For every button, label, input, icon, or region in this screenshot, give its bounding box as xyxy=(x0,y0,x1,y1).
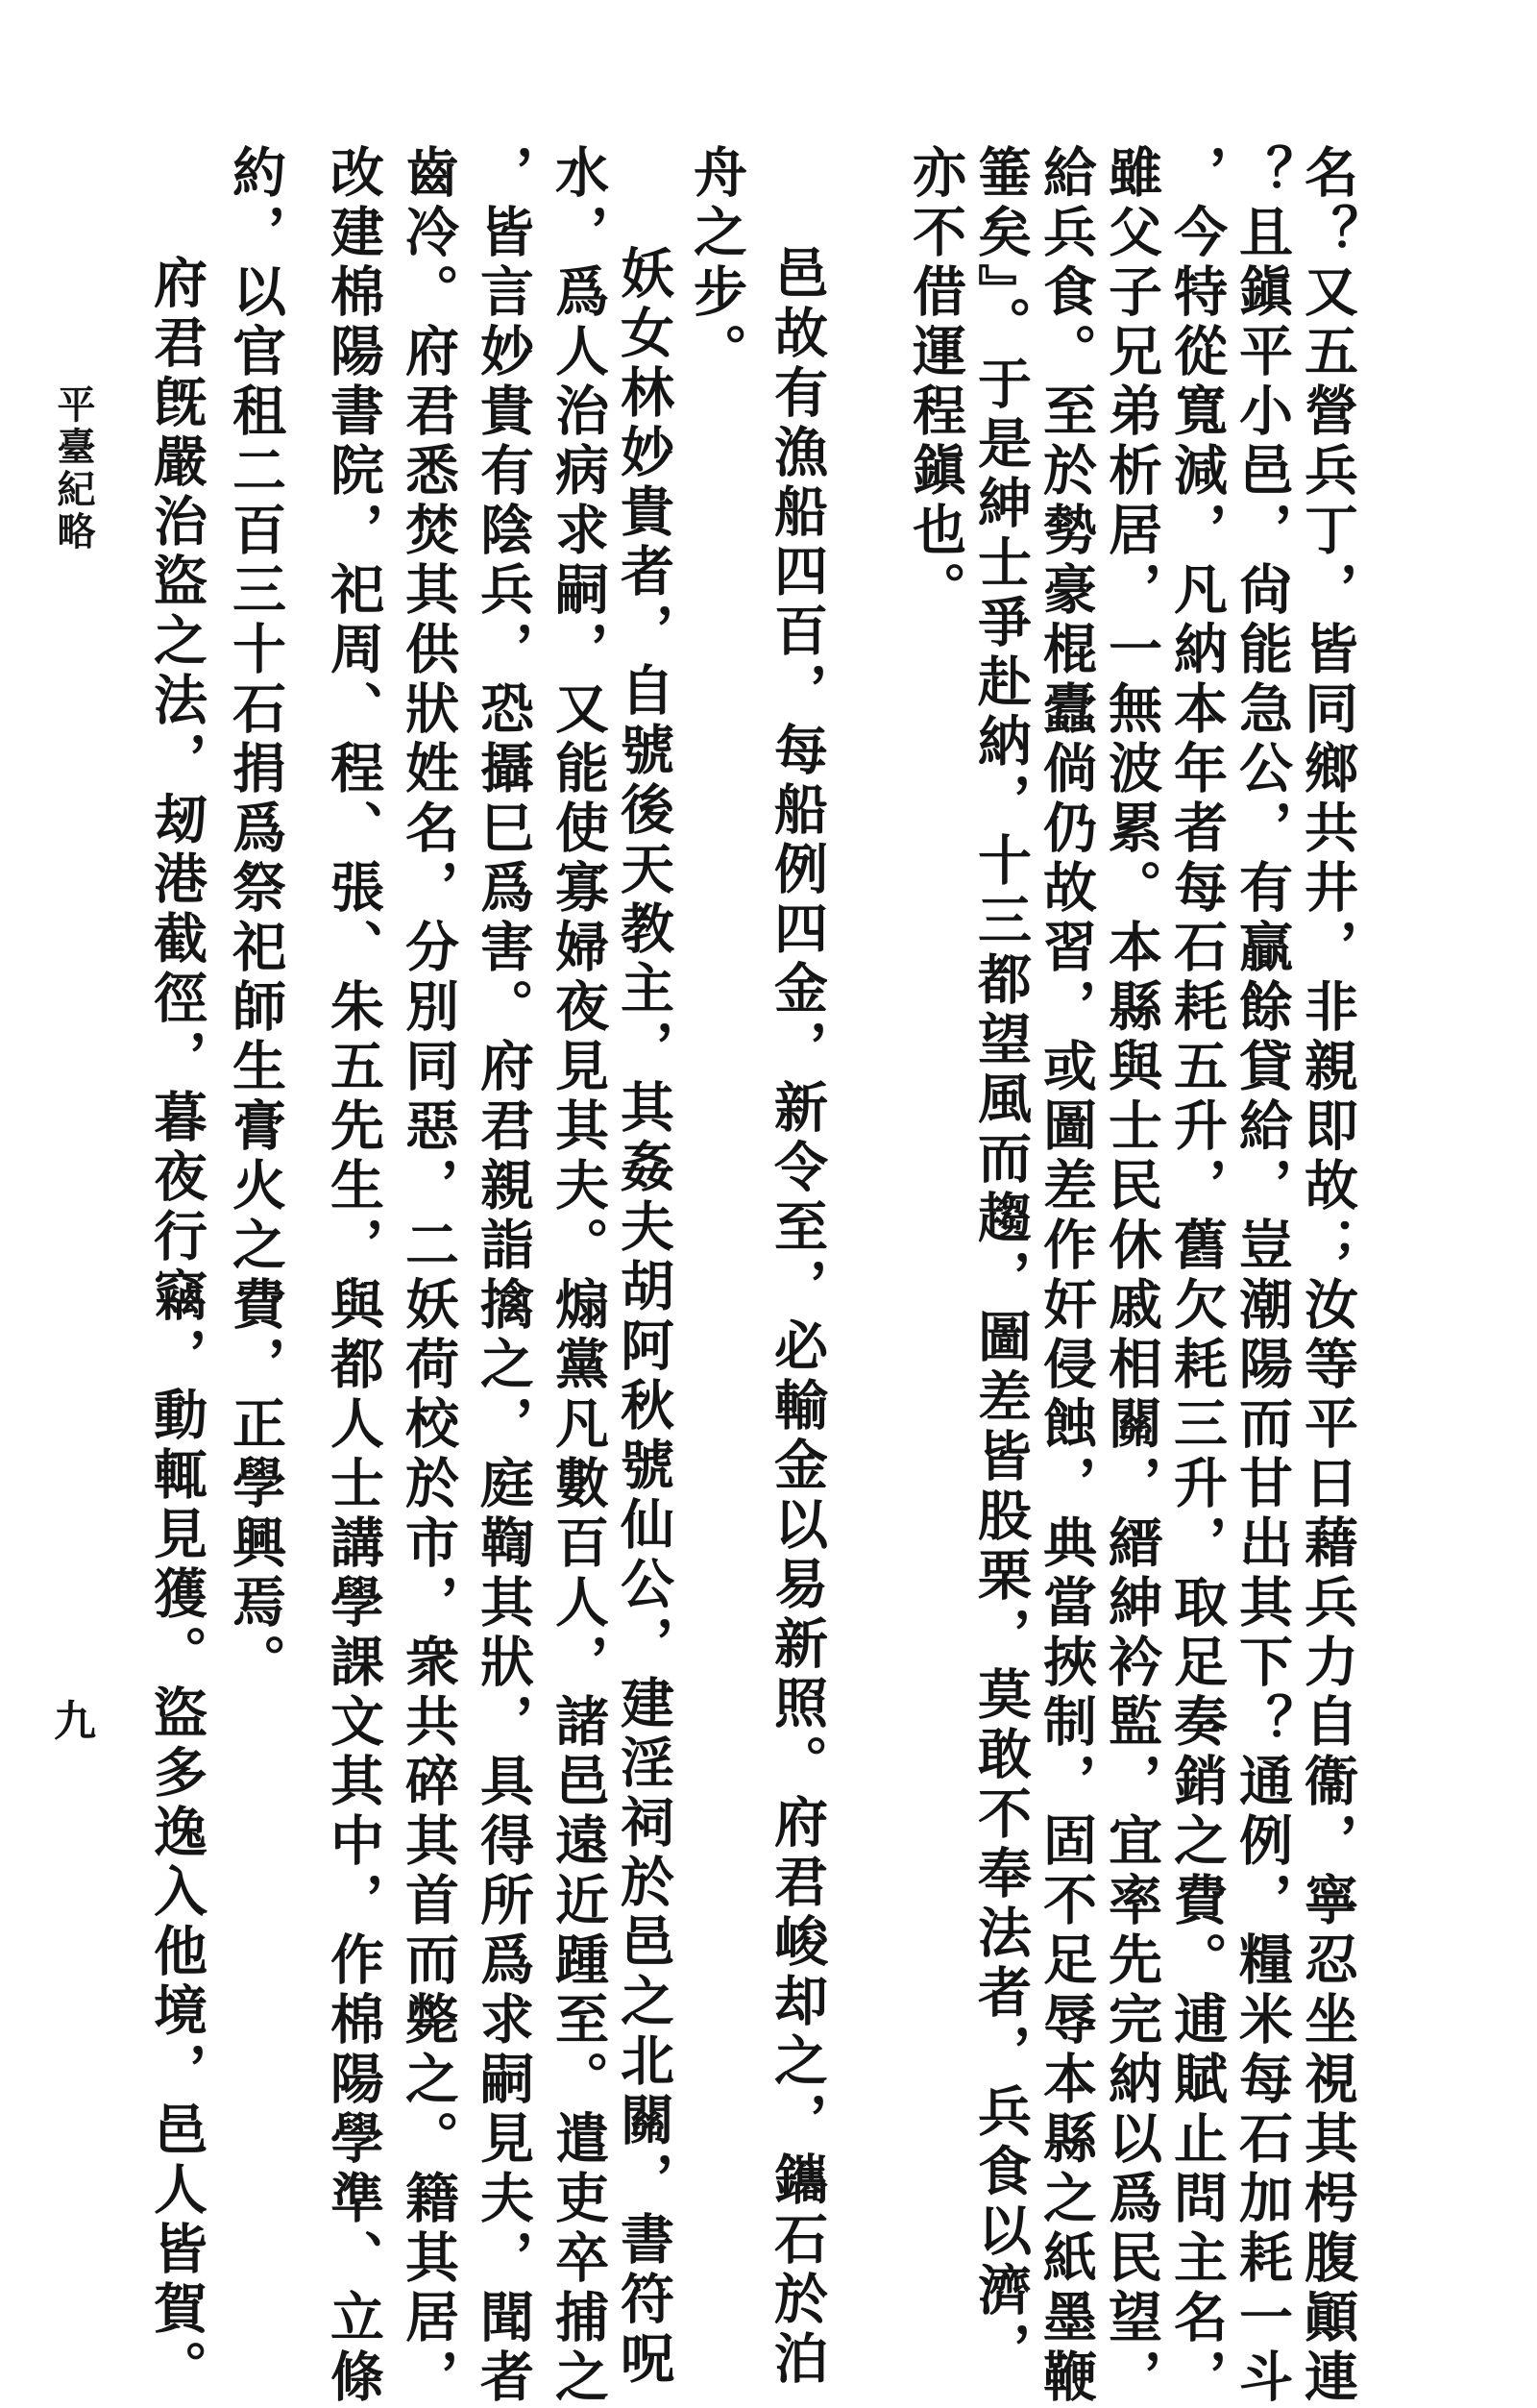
text-column: 舟之步。 xyxy=(685,144,748,382)
text-column: 改建棉陽書院，祀周、程、張、朱五先生，與都人士講學課文其中，作棉陽學準、立條 xyxy=(322,144,385,2408)
text-column: 府君旣嚴治盜之法，刼港截徑，暮夜行竊，動輒見獲。盜多逸入他境，邑人皆賀。 xyxy=(145,255,208,2399)
text-column: 邑故有漁船四百，每船例四金，新令至，必輸金以易新照。府君峻却之，鑴石於泊 xyxy=(766,245,829,2390)
text-column: 雖父子兄弟析居，一無波累。本縣與士民休戚相關，縉紳衿監，宜率先完納以爲民望， xyxy=(1100,144,1163,2408)
text-column: 名？又五營兵丁，皆同鄉共井，非親即故；汝等平日藉兵力自衞，寧忍坐視其枵腹顚連 xyxy=(1296,144,1359,2408)
text-column: 齒冷。府君悉焚其供狀姓名，分別同惡，二妖荷校於市，衆共碎其首而斃之。籍其居， xyxy=(397,144,460,2408)
text-column: 水，爲人治病求嗣，又能使寡婦夜見其夫。煽黨凡數百人，諸邑遠近踵至。遣吏卒捕之 xyxy=(547,144,610,2408)
text-column: ，今特從寬減，凡納本年者每石耗五升，舊欠耗三升，取足奏銷之費。逋賦止問主名， xyxy=(1165,144,1229,2408)
text-column: 妖女林妙貴者，自號後天教主，其姦夫胡阿秋號仙公，建淫祠於邑之北關，書符呪 xyxy=(612,245,675,2390)
text-column: ，皆言妙貴有陰兵，恐攝巳爲害。府君親詣擒之，庭鞫其狀，具得所爲求嗣見夫，聞者 xyxy=(472,144,535,2408)
text-column: 亦不借運程鎭也。 xyxy=(904,144,967,621)
text-column: ？且鎭平小邑，尙能急公，有贏餘貸給，豈潮陽而甘出其下？通例，糧米每石加耗一斗 xyxy=(1231,144,1294,2408)
text-column: 給兵食。至於勢豪棍蠹倘仍故習，或圖差作奸侵蝕，典當挾制，固不足辱本縣之紙墨鞭 xyxy=(1035,144,1098,2408)
running-title: 平臺紀略 xyxy=(51,384,96,553)
text-column: 箠矣』。于是紳士爭赴納，十三都望風而趨，圖差皆股栗，莫敢不奉法者，兵食以濟， xyxy=(969,144,1033,2381)
page-number: 九 xyxy=(54,1697,96,1746)
text-column: 約，以官租二百三十石捐爲祭祀師生膏火之費，正學興焉。 xyxy=(224,144,287,1693)
